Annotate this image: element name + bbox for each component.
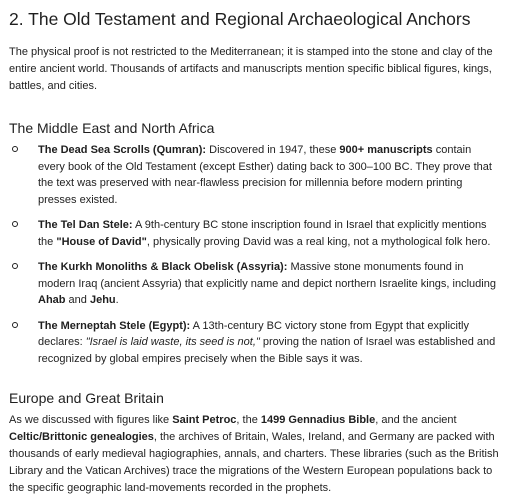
section-heading-europe: Europe and Great Britain — [9, 390, 164, 406]
item-title: The Dead Sea Scrolls (Qumran): — [38, 144, 207, 156]
para-text: As we discussed with figures like — [9, 414, 173, 426]
item-title: The Tel Dan Stele: — [38, 219, 133, 231]
bullet-icon — [12, 322, 18, 328]
list-item-merneptah-stele — [9, 318, 504, 368]
para-emphasis: Saint Petroc — [172, 414, 237, 426]
item-title: The Kurkh Monoliths & Black Obelisk (Assyria): — [38, 261, 288, 273]
section-heading-middle-east: The Middle East and North Africa — [9, 120, 215, 136]
item-quote: "Israel is laid waste, its seed is not," — [85, 336, 260, 348]
item-emphasis: Jehu — [89, 294, 116, 306]
item-text: A 9th-century BC stone inscription found in Israel that explicitly mentions the — [38, 219, 487, 248]
para-emphasis: 1499 Gennadius Bible — [260, 414, 376, 426]
item-text: proving the nation of Israel was established and recognized by global empires precisely when the Bible says it was. — [38, 336, 496, 365]
item-text: . — [115, 294, 119, 306]
para-emphasis: Celtic/Brittonic genealogies — [9, 431, 154, 443]
bullet-icon — [12, 263, 18, 269]
item-text: , physically proving David was a real king, not a mythological folk hero. — [146, 235, 491, 248]
item-title: The Merneptah Stele (Egypt): — [38, 319, 191, 332]
item-text: Massive stone monuments found in modern Iraq (ancient Assyria) that explicitly name and depict northern Israelite kings, including — [38, 261, 496, 290]
para-text: , and the ancient — [375, 414, 457, 426]
item-text: and — [65, 294, 90, 306]
page-title: 2. The Old Testament and Regional Archaeological Anchors — [9, 9, 471, 29]
item-emphasis: Ahab — [38, 294, 66, 306]
artifact-list — [9, 142, 504, 367]
europe-paragraph — [9, 412, 504, 497]
bullet-icon — [12, 146, 18, 152]
item-emphasis: "House of David" — [56, 235, 147, 248]
para-text: , the — [236, 414, 261, 426]
bullet-icon — [12, 221, 18, 227]
item-text: Discovered in 1947, these — [206, 144, 340, 156]
para-text: , the archives of Britain, Wales, Ireland, and Germany are packed with thousands of early medieval hagiographies, annals, and charters. These libraries (such as the British Library and the Vatican Archives) trace the migrations of the Western European populations back to the specific geographic land-movements recorded in the prophets. — [9, 431, 499, 494]
list-item-dead-sea-scrolls — [9, 142, 504, 208]
item-text: A 13th-century BC victory stone from Egypt that explicitly declares: — [38, 319, 469, 348]
item-text: contain every book of the Old Testament (except Esther) dating back to 300–100 BC. They prove that the text was preserved with near-flawless precision for millennia before modern printing presses existed. — [38, 144, 492, 206]
intro-paragraph: The physical proof is not restricted to the Mediterranean; it is stamped into the stone and clay of the entire ancient world. Thousands of artifacts and manuscripts mention specific biblical figures, kings, battles, and cities. — [9, 46, 493, 92]
list-item-tel-dan-stele — [9, 217, 504, 250]
list-item-kurkh-monoliths — [9, 259, 504, 309]
item-emphasis: 900+ manuscripts — [339, 144, 433, 156]
